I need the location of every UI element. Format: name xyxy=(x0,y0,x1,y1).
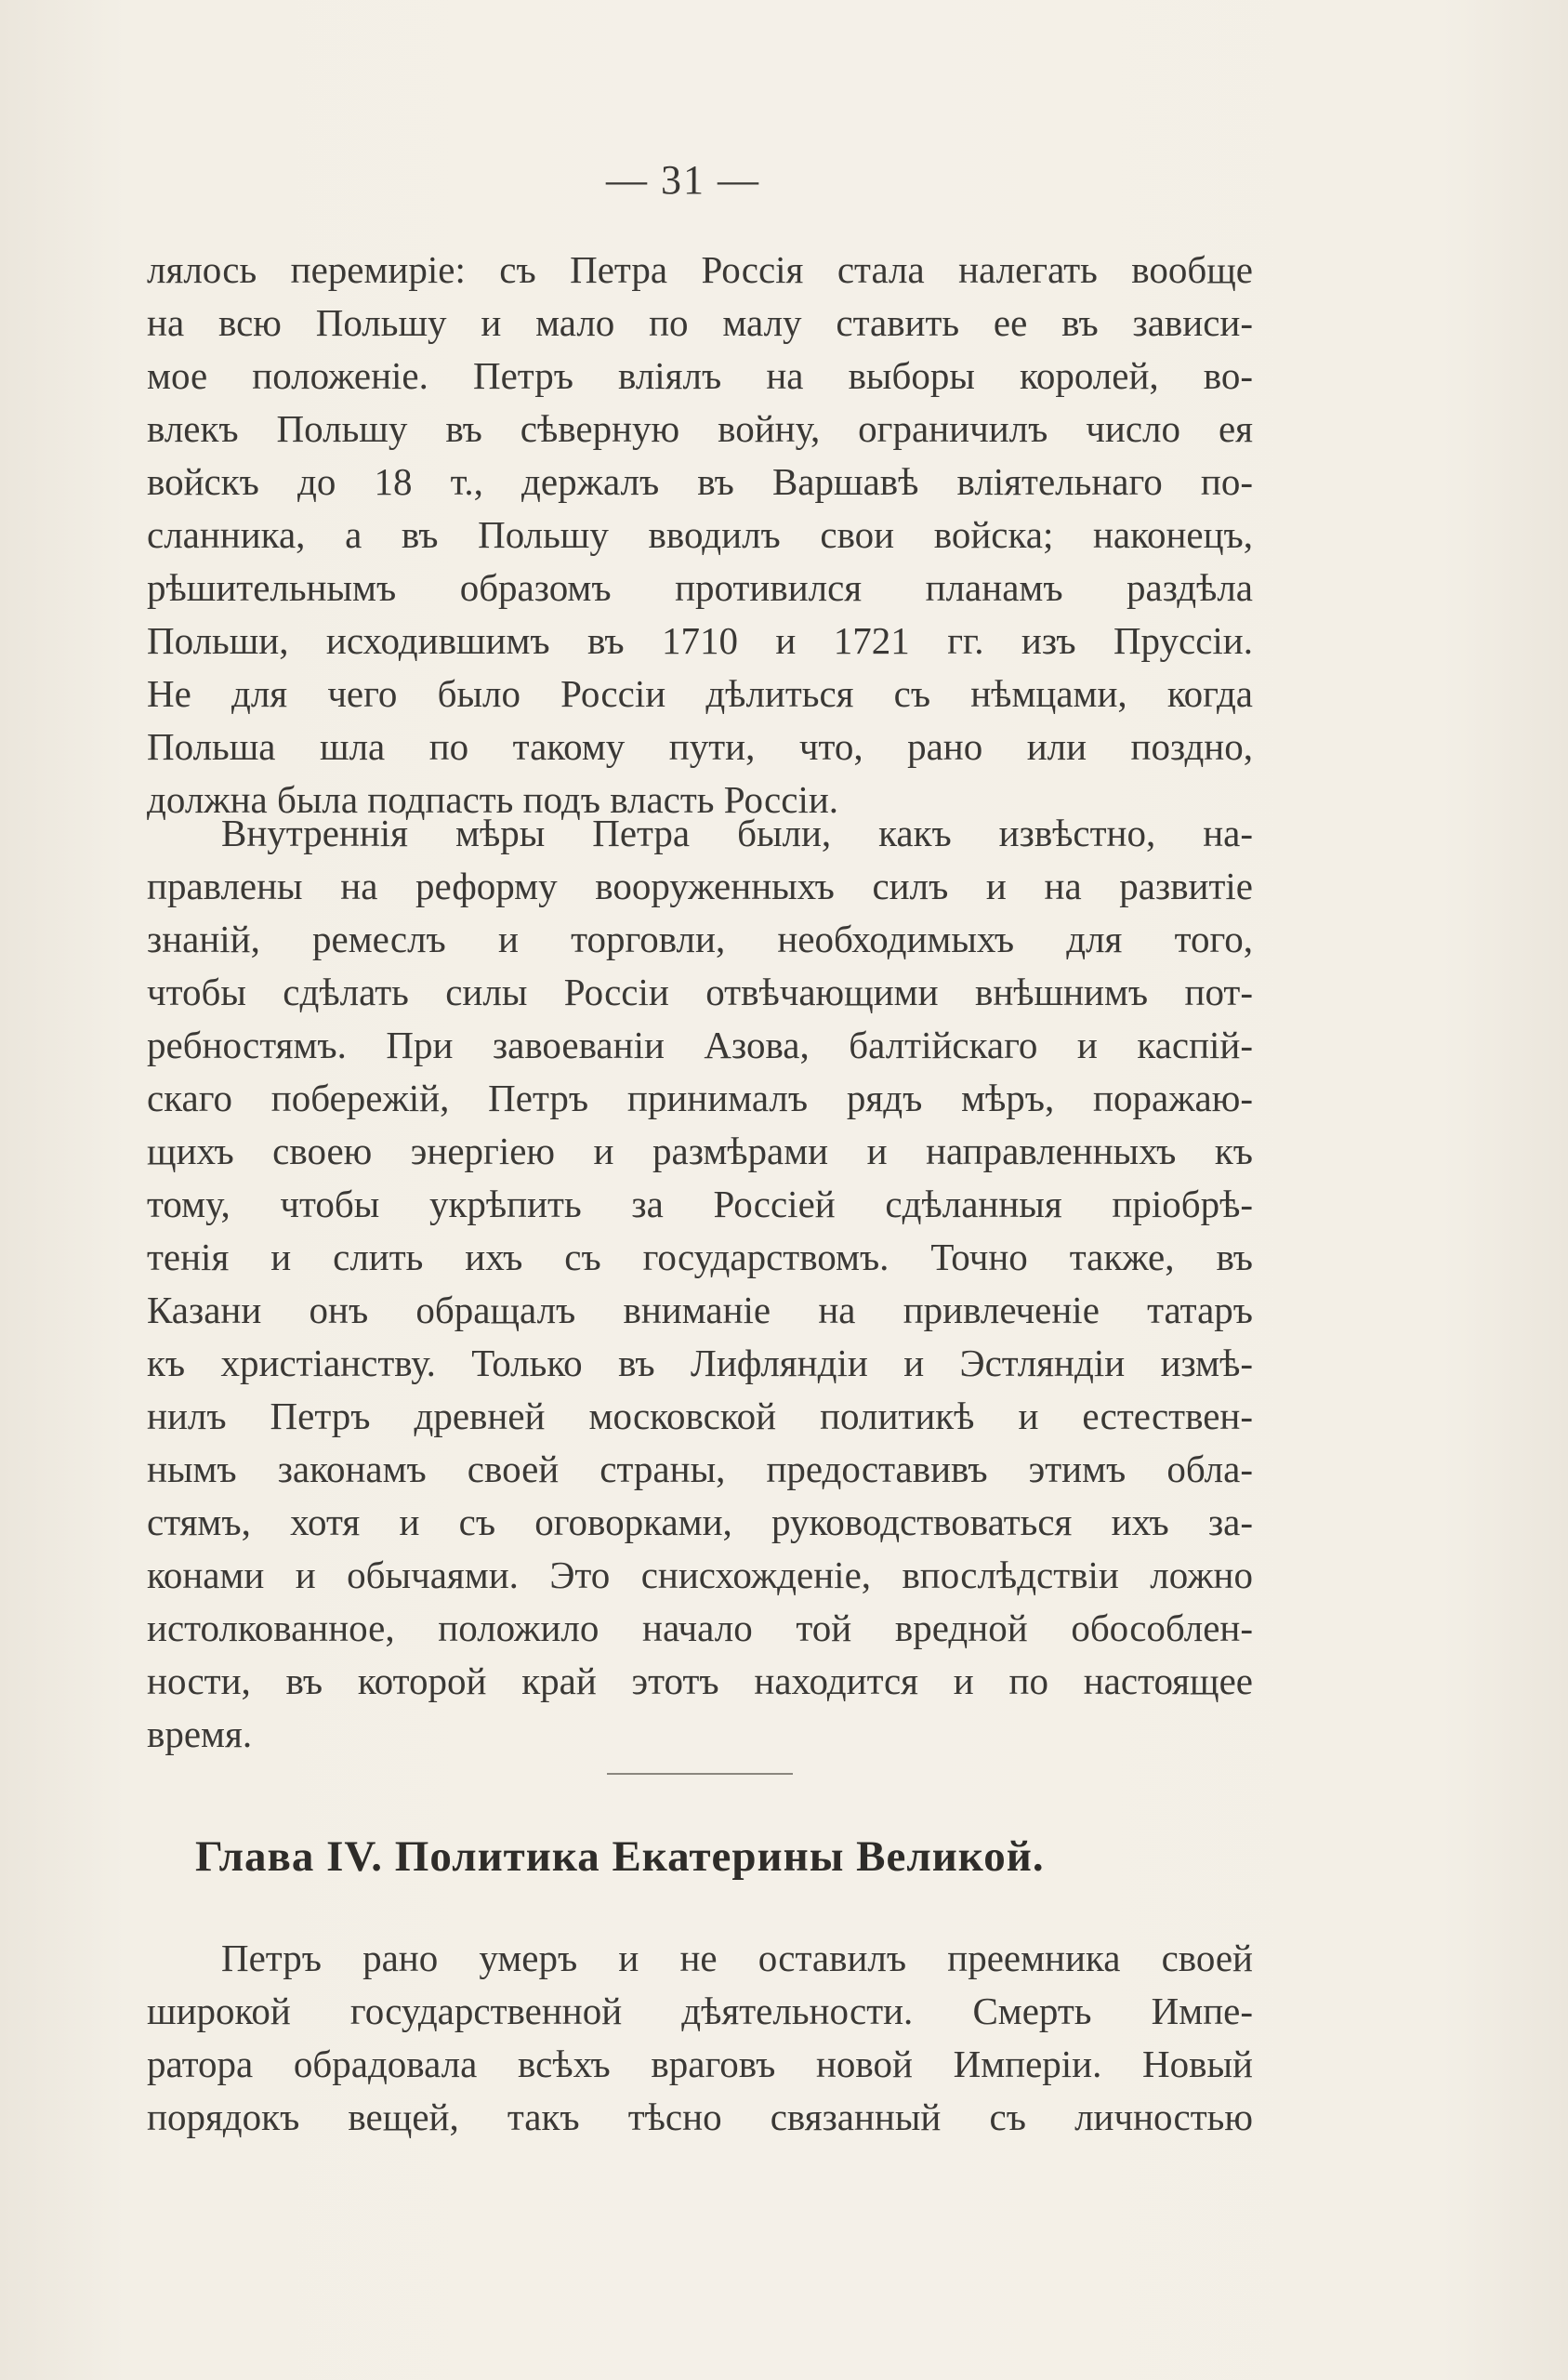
text-line: тому, чтобы укрѣпить за Россіей сдѣланныя пріобрѣ- xyxy=(147,1183,1253,1225)
text-line: Казани онъ обращалъ вниманіе на привлеченіе татаръ xyxy=(147,1289,1253,1331)
text-line: нилъ Петръ древней московской политикѣ и естествен- xyxy=(147,1395,1253,1437)
text-line: Не для чего было Россіи дѣлиться съ нѣмцами, когда xyxy=(147,672,1253,715)
text-line: время. xyxy=(147,1712,253,1755)
paragraph-1 xyxy=(147,244,1253,826)
text-line: чтобы сдѣлать силы Россіи отвѣчающими внѣшнимъ пот- xyxy=(147,971,1253,1013)
text-line: ребностямъ. При завоеваніи Азова, балтійскаго и каспій- xyxy=(147,1024,1253,1066)
text-line: Польши, исходившимъ въ 1710 и 1721 гг. изъ Пруссіи. xyxy=(147,619,1253,662)
text-line: къ христіанству. Только въ Лифляндіи и Эстляндіи измѣ- xyxy=(147,1342,1253,1384)
text-line: знаній, ремеслъ и торговли, необходимыхъ для того, xyxy=(147,918,1253,960)
text-line: сланника, а въ Польшу вводилъ свои войска; наконецъ, xyxy=(147,513,1253,556)
text-line: Польша шла по такому пути, что, рано или поздно, xyxy=(147,725,1253,768)
chapter-title: Глава IV. Политика Екатерины Великой. xyxy=(195,1832,1045,1881)
text-line: широкой государственной дѣятельности. Смерть Импе- xyxy=(147,1990,1253,2032)
text-line: щихъ своею энергіею и размѣрами и направленныхъ къ xyxy=(147,1130,1253,1172)
text-line: ратора обрадовала всѣхъ враговъ новой Имперіи. Новый xyxy=(147,2043,1253,2085)
text-line: влекъ Польшу въ сѣверную войну, ограничилъ число ея xyxy=(147,407,1253,450)
text-line: скаго побережій, Петръ принималъ рядъ мѣръ, поражаю- xyxy=(147,1077,1253,1119)
text-line: стямъ, хотя и съ оговорками, руководствоваться ихъ за- xyxy=(147,1501,1253,1543)
text-line: на всю Польшу и мало по малу ставить ее въ зависи- xyxy=(147,301,1253,344)
paragraph-2 xyxy=(147,807,1253,1761)
text-line: истолкованное, положило начало той вредной обособлен- xyxy=(147,1606,1253,1649)
text-line: конами и обычаями. Это снисхожденіе, впослѣдствіи ложно xyxy=(147,1554,1253,1596)
paragraph-3 xyxy=(147,1932,1253,2144)
text-line: рѣшительнымъ образомъ противился планамъ раздѣла xyxy=(147,566,1253,609)
text-line: Петръ рано умеръ и не оставилъ преемника своей xyxy=(221,1937,1253,1979)
text-line: порядокъ вещей, такъ тѣсно связанный съ личностью xyxy=(147,2096,1253,2138)
text-line: тенія и слить ихъ съ государствомъ. Точно также, въ xyxy=(147,1236,1253,1278)
page-number: — 31 — xyxy=(606,157,760,203)
text-line: мое положеніе. Петръ вліялъ на выборы королей, во- xyxy=(147,354,1253,397)
text-line: лялось перемиріе: съ Петра Россія стала налегать вообще xyxy=(147,248,1253,291)
text-line: должна была подпасть подъ власть Россіи. xyxy=(147,778,839,821)
text-line: нымъ законамъ своей страны, предоставивъ этимъ обла- xyxy=(147,1448,1253,1490)
text-line: Внутреннія мѣры Петра были, какъ извѣстно, на- xyxy=(221,812,1253,854)
section-divider xyxy=(607,1773,793,1775)
text-line: ности, въ которой край этотъ находится и по настоящее xyxy=(147,1659,1253,1702)
text-line: войскъ до 18 т., держалъ въ Варшавѣ вліятельнаго по- xyxy=(147,460,1253,503)
text-line: правлены на реформу вооруженныхъ силъ и на развитіе xyxy=(147,865,1253,907)
